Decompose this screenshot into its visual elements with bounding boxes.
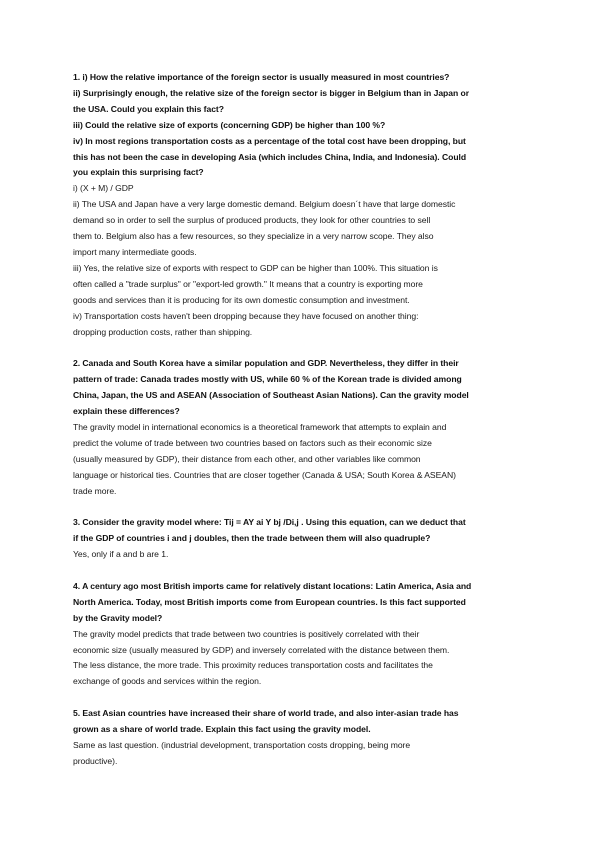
answer-line: goods and services than it is producing for its own domestic consumption and investment. bbox=[73, 294, 410, 305]
answer-line: trade more. bbox=[73, 485, 117, 496]
answer-line: (usually measured by GDP), their distance from each other, and other variables like common bbox=[73, 453, 421, 464]
answer-5 bbox=[73, 738, 533, 770]
answer-line: predict the volume of trade between two countries based on factors such as their economic size bbox=[73, 437, 432, 448]
paragraph-gap bbox=[73, 340, 533, 356]
question-1 bbox=[73, 70, 533, 181]
question-3 bbox=[73, 515, 533, 547]
answer-line: iv) Transportation costs haven't been dropping because they have focused on another thing: bbox=[73, 310, 419, 321]
question-line: 3. Consider the gravity model where: Tij = AY ai Y bj /Di,j . Using this equation, can we deduct that bbox=[73, 517, 466, 528]
question-5 bbox=[73, 706, 533, 738]
question-line: 5. East Asian countries have increased their share of world trade, and also inter-asian trade has bbox=[73, 708, 459, 719]
answer-3 bbox=[73, 547, 533, 563]
answer-line: demand so in order to sell the surplus of produced products, they look for other countries to sell bbox=[73, 215, 431, 226]
question-line: by the Gravity model? bbox=[73, 612, 163, 623]
question-line: explain these differences? bbox=[73, 406, 180, 417]
answer-line: productive). bbox=[73, 755, 118, 766]
paragraph-gap bbox=[73, 499, 533, 515]
answer-line: The gravity model predicts that trade between two countries is positively correlated with their bbox=[73, 628, 420, 639]
answer-line: language or historical ties. Countries that are closer together (Canada & USA; South Korea & ASEAN) bbox=[73, 469, 456, 480]
document-page bbox=[73, 70, 533, 770]
answer-2 bbox=[73, 420, 533, 500]
answer-1 bbox=[73, 181, 533, 340]
answer-line: ii) The USA and Japan have a very large domestic demand. Belgium doesn´t have that large domestic bbox=[73, 199, 456, 210]
question-line: the USA. Could you explain this fact? bbox=[73, 103, 224, 114]
answer-line: The gravity model in international economics is a theoretical framework that attempts to explain and bbox=[73, 421, 447, 432]
answer-line: dropping production costs, rather than shipping. bbox=[73, 326, 253, 337]
question-line: you explain this surprising fact? bbox=[73, 167, 204, 178]
question-line: 1. i) How the relative importance of the foreign sector is usually measured in most countries? bbox=[73, 72, 450, 82]
answer-line: iii) Yes, the relative size of exports with respect to GDP can be higher than 100%. This situation is bbox=[73, 262, 438, 273]
question-2 bbox=[73, 356, 533, 420]
question-line: pattern of trade: Canada trades mostly with US, while 60 % of the Korean trade is divided among bbox=[73, 374, 462, 385]
paragraph-gap bbox=[73, 690, 533, 706]
answer-4 bbox=[73, 627, 533, 691]
paragraph-gap bbox=[73, 563, 533, 579]
answer-line: exchange of goods and services within the region. bbox=[73, 676, 262, 687]
answer-line: i) (X + M) / GDP bbox=[73, 183, 134, 194]
question-4 bbox=[73, 579, 533, 627]
question-line: iv) In most regions transportation costs as a percentage of the total cost have been dropping, but bbox=[73, 135, 466, 146]
answer-line: economic size (usually measured by GDP) and inversely correlated with the distance between them. bbox=[73, 644, 450, 655]
answer-line: The less distance, the more trade. This proximity reduces transportation costs and facilitates the bbox=[73, 660, 433, 671]
question-line: 2. Canada and South Korea have a similar population and GDP. Nevertheless, they differ in their bbox=[73, 358, 459, 369]
question-line: if the GDP of countries i and j doubles, then the trade between them will also quadruple? bbox=[73, 533, 431, 544]
question-line: grown as a share of world trade. Explain this fact using the gravity model. bbox=[73, 724, 371, 735]
answer-line: import many intermediate goods. bbox=[73, 246, 197, 257]
answer-line: Same as last question. (industrial development, transportation costs dropping, being more bbox=[73, 740, 411, 750]
question-line: ii) Surprisingly enough, the relative size of the foreign sector is bigger in Belgium than in Japan or bbox=[73, 87, 470, 98]
answer-line: them to. Belgium also has a few resources, so they specialize in a very narrow scope. They also bbox=[73, 231, 434, 242]
answer-line: often called a "trade surplus" or "export-led growth." It means that a country is exporting more bbox=[73, 278, 423, 289]
question-line: this has not been the case in developing Asia (which includes China, India, and Indonesia). Could bbox=[73, 151, 467, 162]
question-line: China, Japan, the US and ASEAN (Association of Southeast Asian Nations). Can the gravity model bbox=[73, 390, 469, 401]
answer-line: Yes, only if a and b are 1. bbox=[73, 549, 169, 560]
question-line: iii) Could the relative size of exports (concerning GDP) be higher than 100 %? bbox=[73, 119, 386, 130]
question-line: North America. Today, most British imports come from European countries. Is this fact supported bbox=[73, 596, 466, 607]
question-line: 4. A century ago most British imports came for relatively distant locations: Latin America, Asia and bbox=[73, 580, 472, 591]
